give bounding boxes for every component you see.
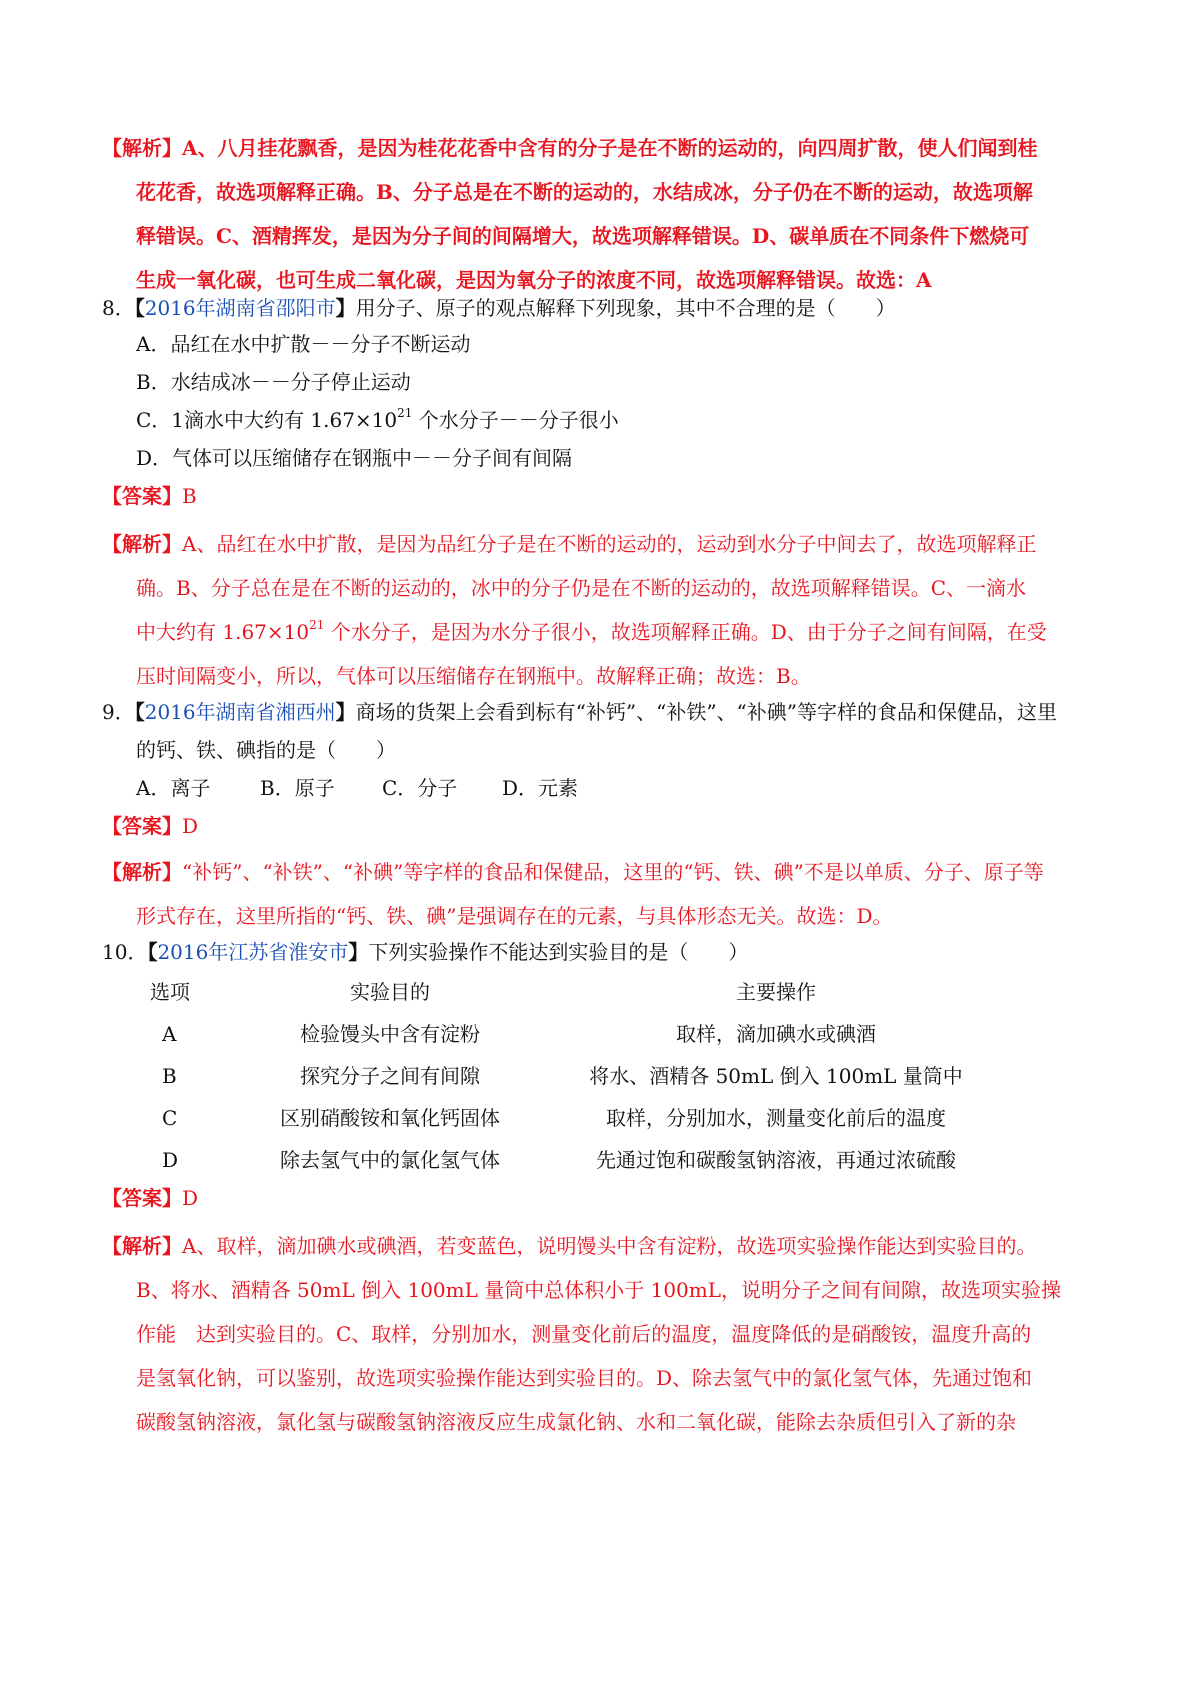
q8-analysis-line-1 [102,530,1036,558]
table-row-d-option: D [162,1148,179,1172]
q9-option-b: B．原子 [260,776,335,800]
question-text: 用分子、原子的观点解释下列现象，其中不合理的是（ ） [355,296,896,320]
question-source: 2016年湖南省邵阳市 [144,296,336,320]
q9-analysis-line-2: 形式存在，这里所指的“钙、铁、碘”是强调存在的元素，与具体形态无关。故选：D。 [136,904,893,928]
table-row-b-purpose: 探究分子之间有间隙 [300,1064,480,1088]
answer-value: B [182,484,197,508]
question-9-stem [102,698,1057,726]
q8-analysis-line-2: 确。B、分子总在是在不断的运动的，冰中的分子仍是在不断的运动的，故选项解释错误。C、一滴水 [136,576,1026,600]
analysis-top-line-1 [102,134,1038,162]
analysis-label: 【解析】 [102,136,182,160]
q10-analysis-line-5: 碳酸氢钠溶液，氯化氢与碳酸氢钠溶液反应生成氯化钠、水和二氧化碳，能除去杂质但引入了新的杂 [136,1410,1016,1434]
q9-answer [102,812,198,840]
q9-option-c: C．分子 [382,776,458,800]
q8-analysis-line-4: 压时间隔变小，所以，气体可以压缩储存在钢瓶中。故解释正确；故选：B。 [136,664,811,688]
q10-analysis-line-1 [102,1232,1036,1260]
source-bracket-right: 】 [348,940,369,964]
q10-analysis-line-2: B、将水、酒精各 50mL 倒入 100mL 量筒中总体积小于 100mL，说明分子之间有间隙，故选项实验操 [136,1278,1062,1302]
q9-analysis-line-1 [102,858,1044,886]
source-bracket-left: 【 [134,700,145,724]
source-bracket-right: 】 [335,700,356,724]
q10-analysis-line-3: 作能 达到实验目的。C、取样，分别加水，测量变化前后的温度，温度降低的是硝酸铵，温度升高的 [136,1322,1032,1346]
answer-label: 【答案】 [102,484,182,508]
answer-value: D [182,814,199,838]
table-row-a-operation: 取样，滴加碘水或碘酒 [676,1022,876,1046]
q8-option-c-exponent: 21 [397,406,413,421]
table-header-operation: 主要操作 [736,980,816,1004]
q8-analysis-line-3 [136,618,1047,646]
q8-option-c-pre: C．1滴水中大约有 1.67×10 [136,408,398,432]
q9-option-d: D．元素 [502,776,579,800]
table-row-b-operation: 将水、酒精各 50mL 倒入 100mL 量筒中 [589,1064,963,1088]
source-bracket-left: 【 [147,940,158,964]
table-row-d-operation: 先通过饱和碳酸氢钠溶液，再通过浓硫酸 [596,1148,956,1172]
analysis-top-line-4: 生成一氧化碳，也可生成二氧化碳，是因为氧分子的浓度不同，故选项解释错误。故选：A [136,268,932,292]
table-row-c-purpose: 区别硝酸铵和氧化钙固体 [280,1106,500,1130]
question-number: 9． [102,700,135,724]
analysis-text: “补钙”、“补铁”、“补碘”等字样的食品和保健品，这里的“钙、铁、碘”不是以单质、分子、原子等 [182,860,1044,884]
analysis-label: 【解析】 [102,532,182,556]
analysis-label: 【解析】 [102,1234,182,1258]
question-10-stem [102,938,748,966]
q10-answer [102,1184,198,1212]
q9-option-a: A．离子 [136,776,211,800]
question-9-stem-cont: 的钙、铁、碘指的是（ ） [136,738,396,762]
analysis-top-line-2: 花花香，故选项解释正确。B、分子总是在不断的运动的，水结成冰，分子仍在不断的运动，故选项解 [136,180,1033,204]
table-header-purpose: 实验目的 [350,980,430,1004]
question-text: 商场的货架上会看到标有“补钙”、“补铁”、“补碘”等字样的食品和保健品，这里 [355,700,1057,724]
q8-option-d: D．气体可以压缩储存在钢瓶中－－分子间有间隔 [136,446,573,470]
analysis-text: A、取样，滴加碘水或碘酒，若变蓝色，说明馒头中含有淀粉，故选项实验操作能达到实验目的。 [182,1234,1037,1258]
analysis-text: A、品红在水中扩散，是因为品红分子是在不断的运动的，运动到水分子中间去了，故选项解释正 [182,532,1037,556]
analysis-3-exponent: 21 [309,618,325,633]
answer-label: 【答案】 [102,814,182,838]
question-number: 10． [102,940,148,964]
table-row-c-operation: 取样，分别加水，测量变化前后的温度 [606,1106,946,1130]
q8-option-c [136,406,619,434]
analysis-3-post: 个水分子，是因为水分子很小，故选项解释正确。D、由于分子之间有间隔，在受 [324,620,1047,644]
analysis-text: A、八月挂花飘香，是因为桂花花香中含有的分子是在不断的运动的，向四周扩散，使人们闻到桂 [182,136,1038,160]
question-source: 2016年江苏省淮安市 [157,940,349,964]
analysis-3-pre: 中大约有 1.67×10 [136,620,310,644]
table-row-a-option: A [162,1022,177,1046]
table-row-c-option: C [162,1106,178,1130]
table-row-a-purpose: 检验馒头中含有淀粉 [300,1022,480,1046]
answer-label: 【答案】 [102,1186,182,1210]
q10-analysis-line-4: 是氢氧化钠，可以鉴别，故选项实验操作能达到实验目的。D、除去氢气中的氯化氢气体，先通过饱和 [136,1366,1033,1390]
analysis-label: 【解析】 [102,860,182,884]
q8-answer [102,482,197,510]
question-source: 2016年湖南省湘西州 [144,700,336,724]
q8-option-c-post: 个水分子－－分子很小 [412,408,619,432]
q8-option-a: A．品红在水中扩散－－分子不断运动 [136,332,471,356]
source-bracket-right: 】 [335,296,356,320]
question-8-stem [102,294,896,322]
question-text: 下列实验操作不能达到实验目的是（ ） [368,940,749,964]
answer-value: D [182,1186,199,1210]
table-row-d-purpose: 除去氢气中的氯化氢气体 [280,1148,500,1172]
source-bracket-left: 【 [134,296,145,320]
table-row-b-option: B [162,1064,177,1088]
question-number: 8． [102,296,135,320]
analysis-top-line-3: 释错误。C、酒精挥发，是因为分子间的间隔增大，故选项解释错误。D、碳单质在不同条件下燃烧可 [136,224,1030,248]
table-header-option: 选项 [150,980,190,1004]
q8-option-b: B．水结成冰－－分子停止运动 [136,370,411,394]
